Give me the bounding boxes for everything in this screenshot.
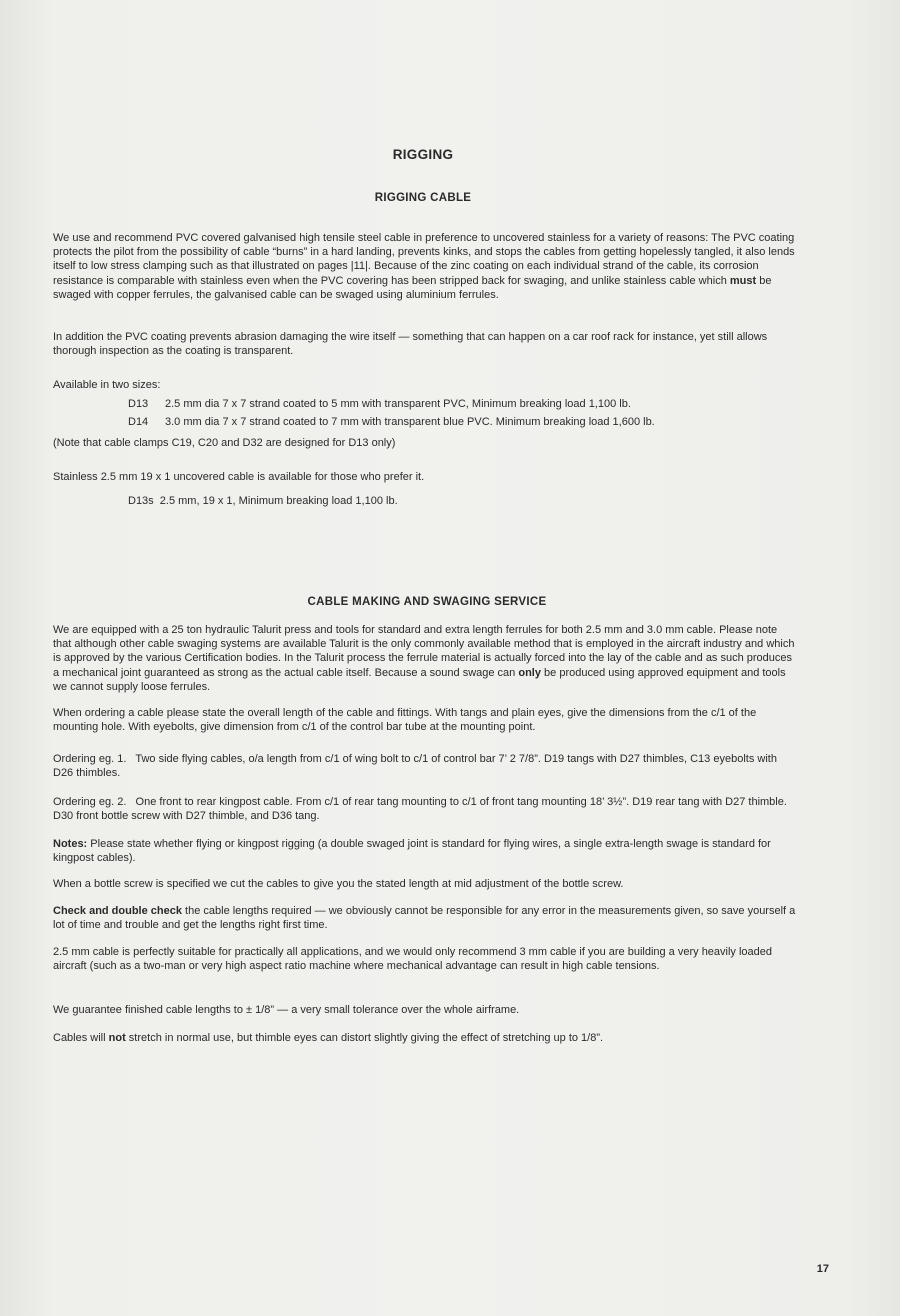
- stretch-text: Cables will: [53, 1032, 109, 1044]
- cable-intro-paragraph: [53, 231, 798, 302]
- page-number: 17: [816, 1263, 829, 1275]
- service-intro-emphasis: only: [518, 666, 541, 679]
- ordering-example-2: Ordering eg. 2. One front to rear kingpost cable. From c/1 of rear tang mounting to c/1 of front tang mounting 18’ 3½”. D19 rear tang with D27 thimble. D30 front bottle screw with D27 thimble, and D36 tang.: [53, 796, 790, 823]
- size-description: 3.0 mm dia 7 x 7 strand coated to 7 mm with transparent blue PVC. Minimum breaking load 1,600 lb.: [165, 416, 655, 428]
- notes-paragraph: [53, 837, 798, 865]
- ordering-instructions-paragraph: When ordering a cable please state the overall length of the cable and fittings. With tangs and plain eyes, give the dimensions from the c/1 of the mounting hole. With eyebolts, give dimension from c/1 of the control bar tube at the mounting point.: [53, 707, 757, 734]
- cable-intro-text-end: be swaged with copper ferrules, the galvanised cable can be swaged using aluminium ferrules.: [53, 274, 772, 301]
- bottle-screw-paragraph: When a bottle screw is specified we cut the cables to give you the stated length at mid adjustment of the bottle screw.: [53, 878, 624, 890]
- stainless-item: D13s 2.5 mm, 19 x 1, Minimum breaking load 1,100 lb.: [128, 495, 398, 507]
- swaging-service-heading: CABLE MAKING AND SWAGING SERVICE: [307, 596, 547, 608]
- size-code: D13: [128, 398, 149, 410]
- size-item-d13: [128, 397, 631, 411]
- stretch-paragraph: [53, 1031, 798, 1045]
- page-heading: RIGGING: [392, 147, 454, 162]
- service-intro-paragraph: [53, 623, 798, 694]
- check-label: Check and double check: [53, 905, 182, 917]
- size-item-d14: [128, 415, 655, 429]
- size-code: D14: [128, 416, 149, 428]
- ordering-example-1: Ordering eg. 1. Two side flying cables, o/a length from c/1 of wing bolt to c/1 of control bar 7’ 2 7/8”. D19 tangs with D27 thimbles, C13 eyebolts with D26 thimbles.: [53, 753, 780, 780]
- cable-size-advice-paragraph: 2.5 mm cable is perfectly suitable for practically all applications, and we would only recommend 3 mm cable if you are building a very heavily loaded aircraft (such as a two-man or very high aspect ratio machine where mechanical advantage can result in high cable tensions.: [53, 946, 773, 973]
- rigging-cable-heading: RIGGING CABLE: [374, 192, 472, 204]
- cable-intro-text: We use and recommend PVC covered galvanised high tensile steel cable in preference to uncovered stainless for a variety of reasons: The PVC coating protects the pilot from the possibility of cable “burns” in a hard landing, prevents kinks, and stops the cables from getting hopelessly tangled, it also lends itself to low stress clamping such as that illustrated on pages |11|. Because of the zinc coating on each individual strand of the cable, its corrosion resistance is comparable with stainless even when the PVC covering has been stripped back for swaging, and unlike stainless cable which: [53, 232, 795, 287]
- clamp-note: (Note that cable clamps C19, C20 and D32 are designed for D13 only): [53, 437, 396, 449]
- service-intro-text: We are equipped with a 25 ton hydraulic Talurit press and tools for standard and extra length ferrules for both 2.5 mm and 3.0 mm cable. Please note that although other cable swaging systems are available Talurit is the only commonly available method that is employed in the aircraft industry and which is approved by the various Certification bodies. In the Talurit process the ferrule material is actually forced into the lay of the cable and as such produces a mechanical joint guaranteed as strong as the actual cable itself. Because a sound swage can: [53, 624, 795, 679]
- check-text: the cable lengths required — we obviously cannot be responsible for any error in the measurements given, so save yourself a lot of time and trouble and get the lengths right first time.: [53, 905, 796, 932]
- size-description: 2.5 mm dia 7 x 7 strand coated to 5 mm with transparent PVC, Minimum breaking load 1,100 lb.: [165, 398, 631, 410]
- stainless-paragraph: Stainless 2.5 mm 19 x 1 uncovered cable is available for those who prefer it.: [53, 471, 425, 483]
- notes-label: Notes:: [53, 838, 88, 850]
- pvc-coating-paragraph: In addition the PVC coating prevents abrasion damaging the wire itself — something that can happen on a car roof rack for instance, yet still allows thorough inspection as the coating is transparent.: [53, 331, 768, 358]
- stretch-emphasis: not: [108, 1032, 126, 1044]
- check-paragraph: [53, 904, 798, 932]
- sizes-intro: Available in two sizes:: [53, 379, 161, 391]
- service-intro-text-end: be produced using approved equipment and tools we cannot supply loose ferrules.: [53, 666, 786, 693]
- stretch-text-end: stretch in normal use, but thimble eyes can distort slightly giving the effect of stretching up to 1/8”.: [125, 1032, 604, 1044]
- tolerance-paragraph: We guarantee finished cable lengths to ± 1/8” — a very small tolerance over the whole airframe.: [53, 1004, 520, 1016]
- cable-intro-emphasis: must: [729, 274, 757, 287]
- notes-text: Please state whether flying or kingpost rigging (a double swaged joint is standard for flying wires, a single extra-length swage is standard for kingpost cables).: [53, 838, 771, 865]
